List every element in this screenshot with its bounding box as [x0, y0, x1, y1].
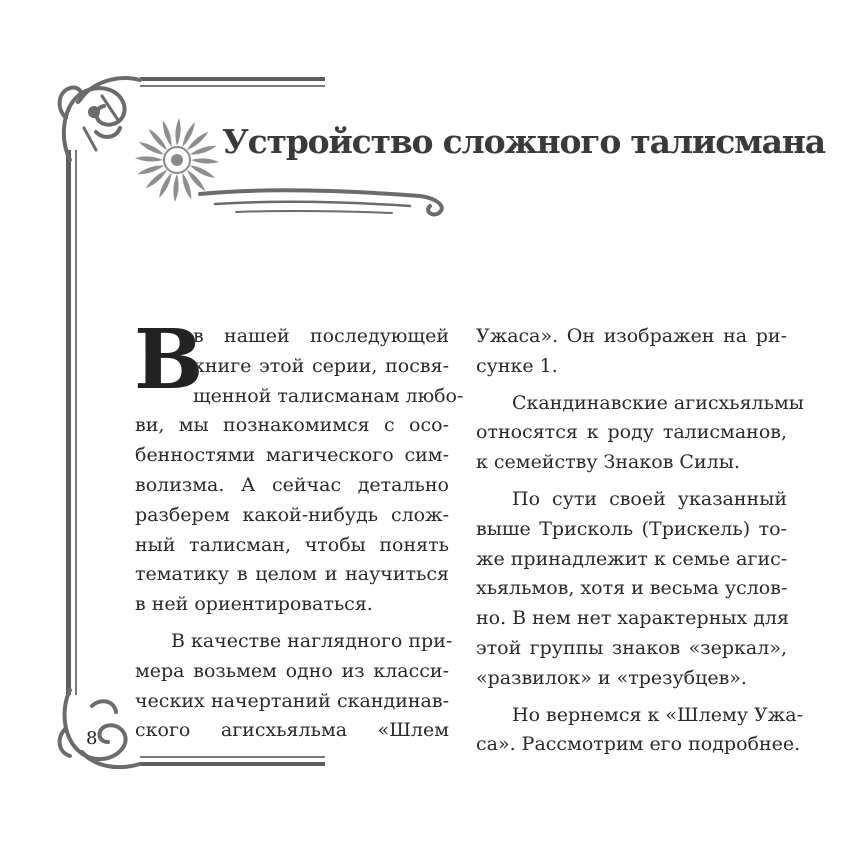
drop-cap-letter: В [134, 312, 204, 408]
text-line: но. В нем нет характерных для [476, 607, 789, 630]
text-line: ческих начертаний скандинав- [135, 689, 449, 712]
text-line: По сути своей указанный [512, 487, 787, 510]
corner-flourish-top [60, 78, 140, 160]
text-line: к семейству Знаков Силы. [476, 451, 740, 474]
text-line: Ужаса». Он изображен на ри- [476, 325, 787, 347]
text-line: Скандинавские агисхьяльмы [512, 391, 804, 414]
text-line: этой группы знаков «зеркал», [476, 636, 787, 659]
frame-bottom-rule-inner [140, 756, 325, 758]
text-line: хьяльмов, хотя и весьма услов- [476, 577, 788, 600]
text-line: разберем какой-нибудь слож- [135, 503, 449, 526]
text-line: мера возьмем одно из класси- [135, 659, 449, 682]
text-line: са». Рассмотрим его подробнее. [476, 733, 801, 756]
corner-flourish-bottom [60, 690, 140, 767]
text-line: волизма. А сейчас детально [135, 473, 449, 496]
text-line: выше Трисколь (Трискель) то- [476, 517, 787, 540]
text-line: относятся к роду талисманов, [476, 421, 787, 444]
frame-top-rule-inner [140, 85, 325, 87]
text-line: В качестве наглядного при- [171, 629, 453, 652]
page-title: Устройство сложного талисмана [222, 122, 825, 161]
text-line: в ней ориентироваться. [135, 593, 373, 616]
text-line: «развилок» и «трезубцев». [476, 666, 747, 689]
text-line: сунке 1. [476, 354, 558, 377]
page-number: 8 [86, 728, 98, 749]
text-line: ского агисхьяльма «Шлем [135, 719, 449, 742]
text-line: же принадлежит к семье агис- [476, 547, 788, 570]
text-line: щенной талисманам любо- [193, 384, 464, 407]
frame-bottom-rule [140, 762, 325, 766]
text-line: бенностями магического сим- [135, 444, 449, 467]
frame-vertical-rule [66, 150, 71, 695]
frame-top-rule [140, 77, 325, 81]
frame-vertical-rule-inner [75, 150, 77, 695]
text-line: в нашей последующей [193, 325, 449, 347]
text-line: Но вернемся к «Шлему Ужа- [512, 703, 803, 726]
text-line: книге этой серии, посвя- [193, 354, 449, 377]
text-line: тематику в целом и научиться [135, 563, 449, 586]
text-column-left [134, 312, 464, 746]
title-underline-flourish [200, 190, 442, 214]
text-column-right [476, 322, 804, 760]
sunburst-rosette [135, 118, 219, 202]
text-line: ный талисман, чтобы понять [135, 533, 449, 556]
text-line: ви, мы познакомимся с осо- [135, 414, 449, 437]
